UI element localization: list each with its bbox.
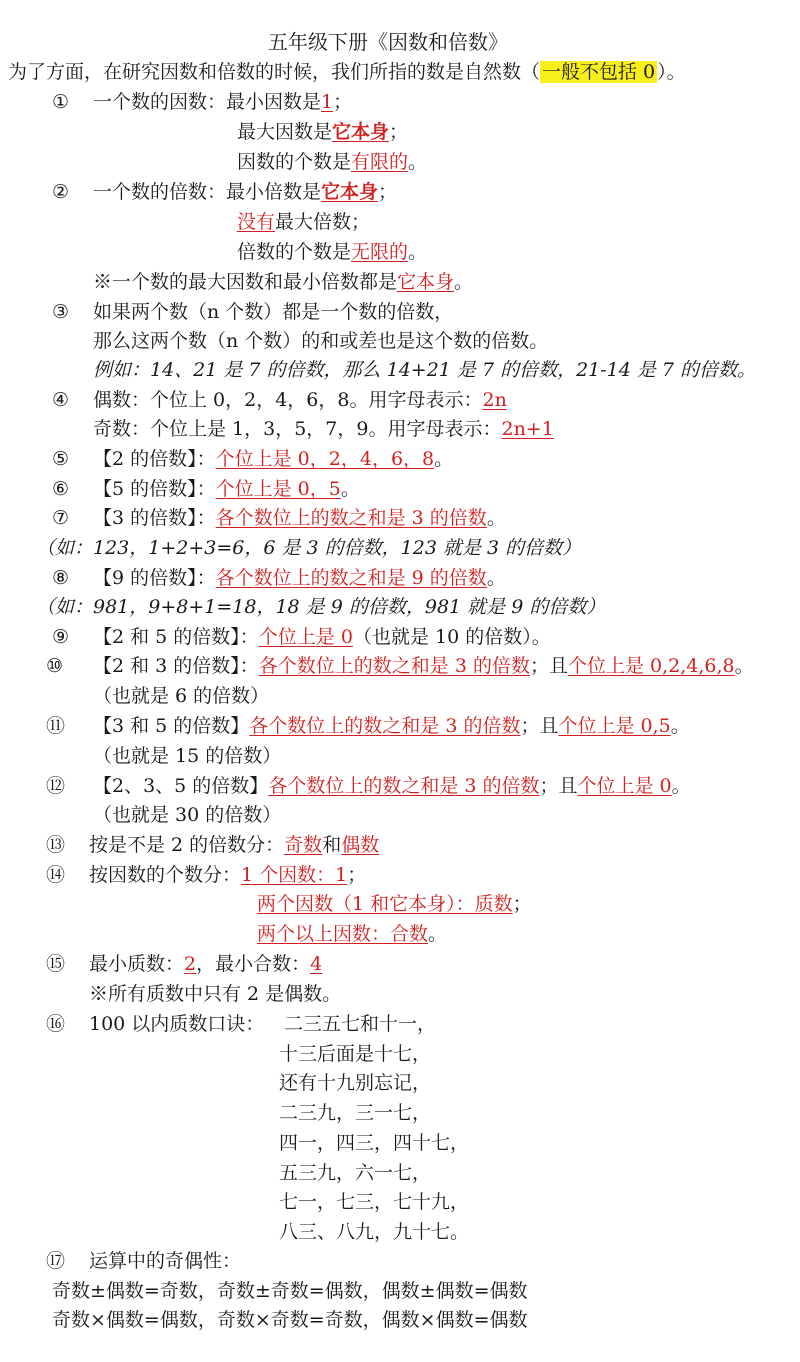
s14-one-factor: 1 个因数：1 — [241, 864, 348, 886]
poem-line: 五三九，六一七， — [279, 1162, 432, 1184]
s5-answer: 个位上是 0，2，4，6，8 — [215, 448, 435, 470]
s2-line1 — [93, 179, 397, 205]
s12-label: 【2、3、5 的倍数】 — [93, 775, 269, 797]
s3-example: 例如：14、21 是 7 的倍数，那么 14+21 是 7 的倍数，21-14 是 7 的倍数。 — [93, 359, 757, 381]
intro-text: 为了方面，在研究因数和倍数的时候，我们所指的数是自然数（ — [8, 61, 541, 83]
s8-answer: 各个数位上的数之和是 9 的倍数 — [215, 567, 487, 589]
item-number-16: ⑯ — [46, 1013, 66, 1035]
s14-prime: 两个因数（1 和它本身）：质数 — [257, 893, 513, 915]
item-number-8: ⑧ — [52, 567, 70, 589]
s3-line1: 如果两个数（n 个数）都是一个数的倍数， — [93, 301, 454, 323]
s13-odd: 奇数 — [284, 834, 323, 856]
s17-line2: 奇数×偶数=偶数，奇数×奇数=奇数，偶数×偶数=偶数 — [52, 1309, 528, 1331]
s11-answer-1: 各个数位上的数之和是 3 的倍数 — [249, 715, 521, 737]
s4-line2 — [93, 416, 554, 442]
s16-label: 100 以内质数口诀： — [89, 1013, 265, 1035]
s2-punct: ； — [378, 181, 398, 203]
s15-note: ※所有质数中只有 2 是偶数。 — [89, 983, 342, 1005]
intro-highlight: 一般不包括 0 — [542, 61, 656, 83]
item-number-12: ⑫ — [46, 775, 66, 797]
s11-punct: 。 — [670, 715, 690, 737]
s12-note: （也就是 30 的倍数） — [93, 804, 282, 826]
s14-label: 按因数的个数分： — [89, 864, 242, 886]
s1-answer-max: 它本身 — [332, 121, 390, 143]
s5-label: 【2 的倍数】： — [93, 448, 216, 470]
s1-line3 — [237, 149, 427, 175]
s14-line2 — [257, 891, 532, 917]
s2-answer-count: 无限的 — [351, 241, 409, 263]
s14-line3 — [257, 921, 447, 947]
s11-line — [93, 713, 690, 739]
s12-and: ；且 — [539, 775, 578, 797]
s11-label: 【3 和 5 的倍数】 — [93, 715, 250, 737]
s6-punct: 。 — [340, 478, 360, 500]
s6-line — [93, 476, 360, 502]
s11-note: （也就是 15 的倍数） — [93, 745, 282, 767]
s17-label: 运算中的奇偶性： — [89, 1250, 242, 1272]
item-number-17: ⑰ — [46, 1250, 66, 1272]
s1-count-label: 因数的个数是 — [237, 151, 352, 173]
s12-answer-2: 个位上是 0 — [577, 775, 672, 797]
s1-max-label: 最大因数是 — [237, 121, 333, 143]
s10-line — [93, 653, 754, 679]
item-number-15: ⑮ — [46, 953, 66, 975]
s9-line — [93, 624, 551, 650]
s10-answer-1: 各个数位上的数之和是 3 的倍数 — [258, 655, 530, 677]
item-number-5: ⑤ — [52, 448, 70, 470]
s13-label: 按是不是 2 的倍数分： — [89, 834, 285, 856]
s5-punct: 。 — [434, 448, 454, 470]
s13-and: 和 — [322, 834, 342, 856]
s1-punct: ； — [333, 91, 353, 113]
s9-note: （也就是 10 的倍数）。 — [352, 626, 551, 648]
s2-answer-min: 它本身 — [321, 181, 379, 203]
s15-line — [89, 951, 322, 977]
s14-composite: 两个以上因数：合数 — [257, 923, 429, 945]
s2-label: 一个数的倍数：最小倍数是 — [93, 181, 322, 203]
s10-label: 【2 和 3 的倍数】： — [93, 655, 259, 677]
s12-line — [93, 773, 691, 799]
s12-answer-1: 各个数位上的数之和是 3 的倍数 — [268, 775, 540, 797]
item-number-11: ⑪ — [46, 715, 66, 737]
s1-label: 一个数的因数：最小因数是 — [93, 91, 322, 113]
s4-even-text: 偶数：个位上 0，2，4，6，8。用字母表示： — [93, 389, 483, 411]
item-number-3: ③ — [52, 301, 70, 323]
s7-answer: 各个数位上的数之和是 3 的倍数 — [215, 507, 487, 529]
s10-note: （也就是 6 的倍数） — [93, 685, 270, 707]
s2-line2 — [237, 209, 370, 235]
poem-line: 十三后面是十七， — [279, 1043, 432, 1065]
s11-answer-2: 个位上是 0,5 — [558, 715, 671, 737]
s3-line2: 那么这两个数（n 个数）的和或差也是这个数的倍数。 — [93, 330, 549, 352]
s7-label: 【3 的倍数】： — [93, 507, 216, 529]
s7-punct: 。 — [486, 507, 506, 529]
s6-label: 【5 的倍数】： — [93, 478, 216, 500]
poem-line: 二三九，三一七， — [279, 1102, 432, 1124]
s2-count-label: 倍数的个数是 — [237, 241, 352, 263]
item-number-7: ⑦ — [52, 507, 70, 529]
item-number-9: ⑨ — [52, 626, 70, 648]
s13-line — [89, 832, 379, 858]
s11-and: ；且 — [520, 715, 559, 737]
s14-punct1: ； — [347, 864, 367, 886]
poem-line: 四一，四三，四十七， — [279, 1132, 470, 1154]
poem-line: 八三、八九，九十七。 — [279, 1221, 470, 1243]
s14-punct3: 。 — [428, 923, 448, 945]
s6-answer: 个位上是 0，5 — [215, 478, 341, 500]
s2-max-label: 最大倍数； — [275, 211, 371, 233]
item-number-2: ② — [52, 181, 70, 203]
s7-line — [93, 505, 506, 531]
item-number-10: ⑩ — [46, 655, 64, 677]
s9-label: 【2 和 5 的倍数】： — [93, 626, 259, 648]
s15-prime-answer: 2 — [184, 953, 197, 975]
s4-even-answer: 2n — [482, 389, 507, 411]
s1-line1 — [93, 89, 352, 115]
s7-example: （如：123，1+2+3=6，6 是 3 的倍数，123 就是 3 的倍数） — [36, 537, 582, 559]
s8-punct: 。 — [486, 567, 506, 589]
s1-answer-min: 1 — [321, 91, 334, 113]
poem-line: 七一，七三，七十九， — [279, 1191, 470, 1213]
s2-answer-none: 没有 — [237, 211, 276, 233]
s8-line — [93, 565, 506, 591]
s4-odd-answer: 2n+1 — [501, 418, 554, 440]
s8-label: 【9 的倍数】： — [93, 567, 216, 589]
item-number-6: ⑥ — [52, 478, 70, 500]
s10-answer-2: 个位上是 0,2,4,6,8 — [567, 655, 735, 677]
poem-line: 还有十九别忘记， — [279, 1072, 432, 1094]
s2-note — [93, 269, 473, 295]
item-number-4: ④ — [52, 389, 70, 411]
s1-punct2: ； — [389, 121, 409, 143]
s8-example: （如：981，9+8+1=18，18 是 9 的倍数，981 就是 9 的倍数） — [36, 596, 606, 618]
s17-line1: 奇数±偶数=奇数，奇数±奇数=偶数，偶数±偶数=偶数 — [52, 1280, 528, 1302]
s4-line1 — [93, 387, 507, 413]
s13-even: 偶数 — [341, 834, 380, 856]
s2-line3 — [237, 239, 427, 265]
s10-and: ；且 — [529, 655, 568, 677]
s14-line1 — [89, 862, 366, 888]
s14-punct2: ； — [512, 893, 532, 915]
intro-line — [8, 59, 686, 85]
s12-punct: 。 — [671, 775, 691, 797]
s2-note-answer: 它本身 — [397, 271, 455, 293]
s5-line — [93, 446, 453, 472]
item-number-1: ① — [52, 91, 70, 113]
s2-punct3: 。 — [408, 241, 428, 263]
s1-punct3: 。 — [408, 151, 428, 173]
s1-answer-count: 有限的 — [351, 151, 409, 173]
s2-note-punct: 。 — [454, 271, 474, 293]
s4-odd-text: 奇数：个位上是 1，3，5，7，9。用字母表示： — [93, 418, 502, 440]
item-number-14: ⑭ — [46, 864, 66, 886]
s2-note-text: ※一个数的最大因数和最小倍数都是 — [93, 271, 398, 293]
s1-line2 — [237, 119, 408, 145]
s9-answer: 个位上是 0 — [258, 626, 353, 648]
s15-prime-label: 最小质数： — [89, 953, 185, 975]
s15-composite-label: ，最小合数： — [196, 953, 311, 975]
item-number-13: ⑬ — [46, 834, 66, 856]
intro-end: ）。 — [657, 61, 686, 83]
poem-line: 二三五七和十一， — [284, 1013, 437, 1035]
s10-punct: 。 — [734, 655, 754, 677]
page-title: 五年级下册《因数和倍数》 — [268, 30, 508, 54]
s15-composite-answer: 4 — [310, 953, 323, 975]
